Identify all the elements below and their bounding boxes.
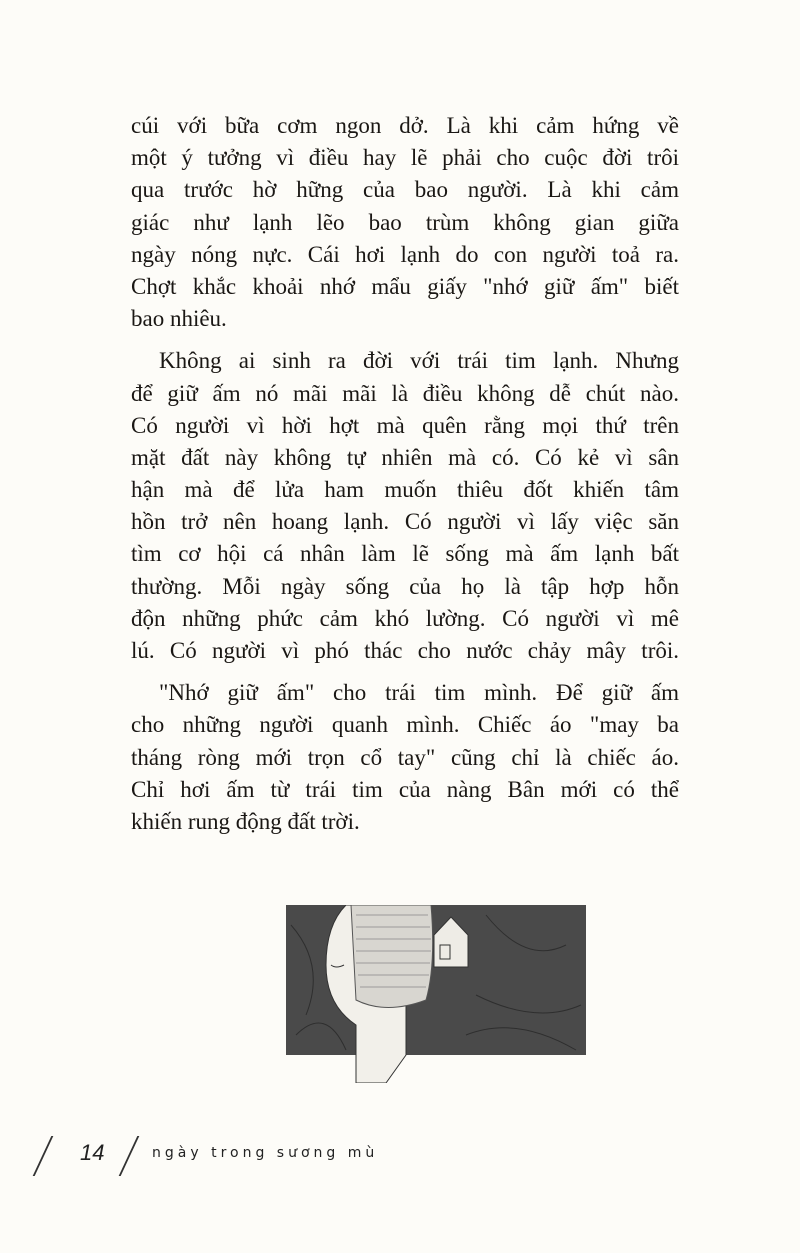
paragraph-1 [131, 110, 679, 335]
book-title: ngày trong sương mù [152, 1145, 379, 1161]
text-line: hồn trở nên hoang lạnh. Có người vì lấy việc săn [131, 509, 679, 535]
text-line: tìm cơ hội cá nhân làm lẽ sống mà ấm lạnh bất [131, 541, 679, 567]
text-line: cho những người quanh mình. Chiếc áo "may ba [131, 712, 679, 738]
page-number: 14 [80, 1140, 105, 1165]
body-text [131, 110, 679, 848]
text-line: Chợt khắc khoải nhớ mẩu giấy "nhớ giữ ấm" biết [131, 273, 679, 299]
slash-divider [33, 1136, 54, 1176]
text-line: khiến rung động đất trời. [131, 808, 360, 834]
text-line: Không ai sinh ra đời với trái tim lạnh. Nhưng [159, 348, 679, 374]
text-line: thường. Mỗi ngày sống của họ là tập hợp hỗn [131, 573, 679, 599]
text-line: qua trước hờ hững của bao người. Là khi cảm [131, 177, 679, 203]
text-line: mặt đất này không tự nhiên mà có. Có kẻ vì sân [131, 444, 679, 470]
text-line: lú. Có người vì phó thác cho nước chảy mây trôi. [131, 638, 679, 663]
text-line: Chỉ hơi ấm từ trái tim của nàng Bân mới có thể [131, 776, 679, 802]
text-line: hận mà để lửa ham muốn thiêu đốt khiến tâm [131, 477, 679, 503]
text-line: bao nhiêu. [131, 306, 227, 332]
paragraph-2 [131, 345, 679, 667]
paragraph-3 [131, 677, 679, 838]
text-line: ngày nóng nực. Cái hơi lạnh do con người toả ra. [131, 241, 679, 267]
text-line: tháng ròng mới trọn cổ tay" cũng chỉ là chiếc áo. [131, 744, 679, 770]
text-line: giác như lạnh lẽo bao trùm không gian giữa [131, 209, 679, 235]
text-line: cúi với bữa cơm ngon dở. Là khi cảm hứng về [131, 113, 679, 138]
text-line: "Nhớ giữ ấm" cho trái tim mình. Để giữ ấm [159, 680, 679, 706]
slash-divider [119, 1136, 140, 1176]
text-line: Có người vì hời hợt mà quên rằng mọi thứ trên [131, 412, 679, 438]
text-line: một ý tưởng vì điều hay lẽ phải cho cuộc đời trôi [131, 145, 679, 171]
text-line: độn những phức cảm khó lường. Có người vì mê [131, 605, 679, 631]
text-line: để giữ ấm nó mãi mãi là điều không dễ chút nào. [131, 380, 679, 406]
illustration-woman-house [286, 905, 586, 1083]
